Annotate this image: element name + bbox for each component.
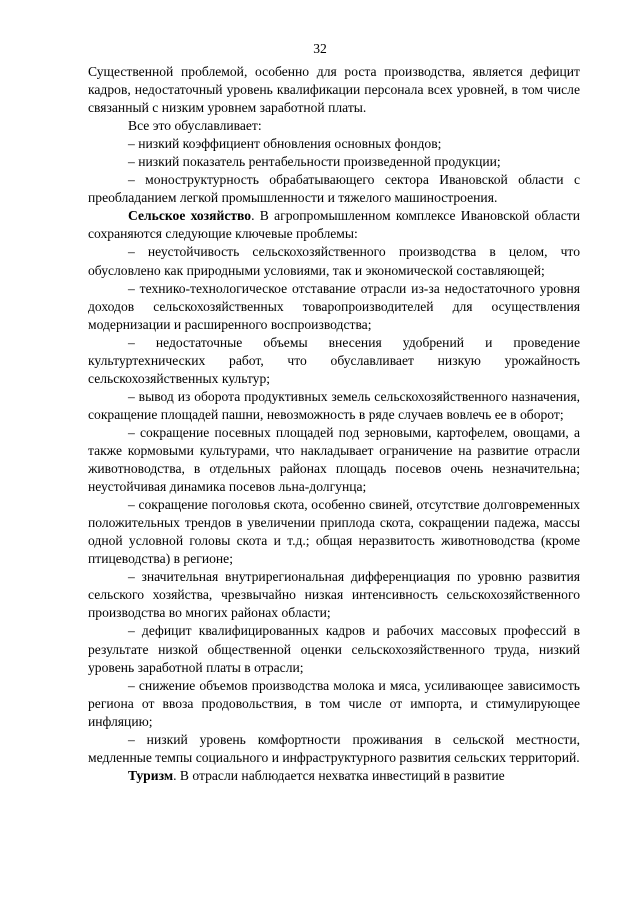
paragraph [88, 334, 580, 388]
section-heading: Туризм [128, 767, 174, 783]
paragraph-text: – сокращение поголовья скота, особенно свиней, отсутствие долговременных положительных трендов в увеличении приплода скота, сокращении падежа, массы одной условной головы скота и т.д.; общая неразвитость животноводства (кроме птицеводства) в регионе; [88, 497, 580, 567]
paragraph [88, 135, 580, 153]
paragraph [88, 63, 580, 117]
paragraph-text: . В агропромышленном комплексе Ивановской области сохраняются следующие ключевые проблемы: [88, 208, 580, 242]
paragraph-text: – неустойчивость сельскохозяйственного производства в целом, что обусловлено как природными условиями, так и экономической составляющей; [88, 244, 580, 278]
paragraph [88, 731, 580, 767]
paragraph-text: – дефицит квалифицированных кадров и рабочих массовых профессий в результате низкой общественной оценки сельскохозяйственного труда, низкий уровень заработной платы в отрасли; [88, 623, 580, 675]
paragraph-text: – технико-технологическое отставание отрасли из-за недостаточного уровня доходов сельскохозяйственных товаропроизводителей для осуществления модернизации и расширенного воспроизводства; [88, 280, 580, 332]
paragraph [88, 280, 580, 334]
page-number: 32 [313, 41, 327, 56]
paragraph [88, 568, 580, 622]
paragraph [88, 388, 580, 424]
paragraph-text: – низкий показатель рентабельности произведенной продукции; [128, 154, 501, 170]
paragraph-text: – снижение объемов производства молока и мяса, усиливающее зависимость региона от ввоза продовольствия, в том числе от импорта, и стимулирующее инфляцию; [88, 677, 580, 729]
paragraph-text: – недостаточные объемы внесения удобрений и проведение культуртехнических работ, что обуславливает низкую урожайность сельскохозяйственных культур; [88, 334, 580, 386]
paragraph [88, 243, 580, 279]
paragraph-text: – низкий коэффициент обновления основных фондов; [128, 136, 442, 152]
paragraph-text: – низкий уровень комфортности проживания в сельской местности, медленные темпы социального и инфраструктурного развития сельских территорий. [88, 731, 580, 765]
paragraph-text: . В отрасли наблюдается нехватка инвестиций в развитие [173, 767, 505, 783]
paragraph-text: Все это обуславливает: [128, 118, 262, 134]
paragraph [88, 496, 580, 568]
paragraph [88, 767, 580, 785]
paragraph [88, 153, 580, 171]
paragraph [88, 622, 580, 676]
paragraph-text: – вывод из оборота продуктивных земель сельскохозяйственного назначения, сокращение площадей пашни, невозможность в ряде случаев вовлечь ее в оборот; [88, 388, 580, 422]
paragraph [88, 677, 580, 731]
paragraph [88, 171, 580, 207]
paragraph [88, 117, 580, 135]
paragraph-text: – моноструктурность обрабатывающего сектора Ивановской области с преобладанием легкой промышленности и тяжелого машиностроения. [88, 172, 580, 206]
paragraph-text: – сокращение посевных площадей под зерновыми, картофелем, овощами, а также кормовыми культурами, что накладывает ограничение на развитие отрасли животноводства, в отдельных районах площадь посевов очень незначительна; неустойчивая динамика посевов льна-долгунца; [88, 424, 580, 495]
paragraph [88, 424, 580, 496]
document-body [88, 63, 580, 785]
paragraph [88, 207, 580, 243]
paragraph-text: Существенной проблемой, особенно для роста производства, является дефицит кадров, недостаточный уровень квалификации персонала всех уровней, в том числе связанный с низким уровнем заработной платы. [88, 64, 580, 116]
section-heading: Сельское хозяйство [128, 208, 252, 224]
paragraph-text: – значительная внутрирегиональная дифференциация по уровню развития сельского хозяйства, чрезвычайно низкая интенсивность сельскохозяйственного производства во многих районах области; [88, 569, 580, 621]
